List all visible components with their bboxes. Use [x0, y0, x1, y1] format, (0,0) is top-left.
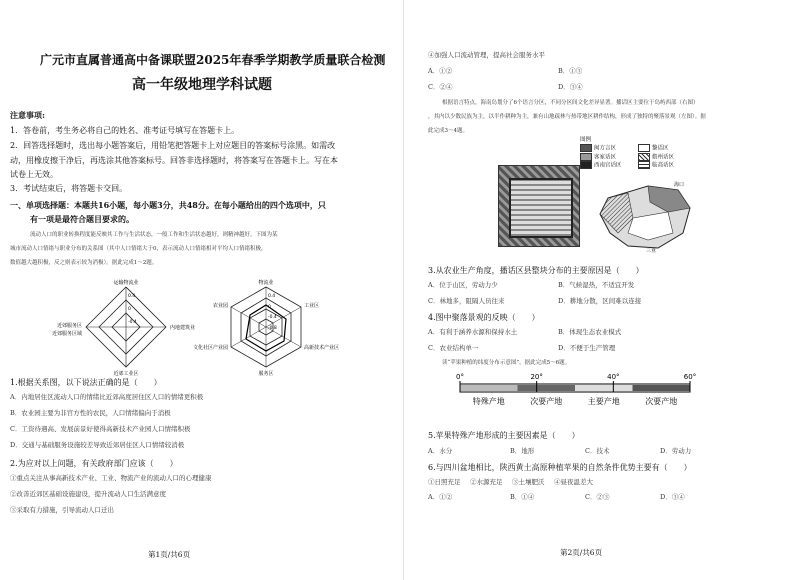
- question-fact: ③土壤肥沃: [512, 478, 545, 486]
- lat-zone-label: 主要产地: [587, 397, 620, 406]
- question-stem: 6.与四川盆地相比，陕西黄土高原种植苹果的自然条件优势主要有（ ）: [428, 463, 692, 472]
- question-option: D．③④: [660, 493, 685, 501]
- legend-title: 图例: [580, 137, 592, 143]
- question-option: B．农业园主要为非官方性的农民，人口情绪偏向于消极: [10, 409, 171, 417]
- lat-tick-label: 20°: [530, 373, 543, 381]
- lat-zone-band: [460, 385, 518, 391]
- question-option: C．林地多，阻隔人员往来: [428, 297, 505, 305]
- radar-left-label: 近郊服务区域: [51, 331, 82, 337]
- question-option: A．①②: [428, 493, 453, 501]
- question-option: D．③④: [558, 83, 583, 91]
- exam-subtitle: 高一年级地理学科试题: [132, 77, 272, 93]
- passage-line: ，其内以少数民族为主，以半作耕种为主，兼有山地疏林与热带地区耕作结构，形成了独特的聚落景观（左图）。据: [428, 114, 706, 120]
- radar-right-tick: 0: [268, 305, 271, 310]
- question-option: B．①③: [558, 67, 583, 75]
- chart-intro: 读“苹果种植的纬度分布示意图”，据此完成5～6题。: [442, 360, 571, 366]
- legend-item: 西南官话区: [580, 161, 638, 170]
- passage-line: 数值越大越积极，反之则表示较为消极）。据此完成1～2题。: [10, 260, 158, 266]
- question-option: C．技术: [585, 447, 610, 455]
- notice-line: 2．回答选择题时，选出每小题答案后，用铅笔把答题卡上对应题目的答案标号涂黑。如需改: [10, 141, 336, 150]
- legend-swatch: [638, 153, 650, 161]
- question-stem: 5.苹果特殊产地形成的主要因素是（ ）: [428, 431, 580, 440]
- radar-left-label: 近郊服务区: [56, 323, 82, 329]
- question-option: D．不便于生产管理: [558, 344, 616, 352]
- map-label-south: 三亚: [646, 248, 657, 253]
- question-option: A．有利于涵养水源和保持水土: [428, 328, 518, 336]
- passage-line: 城市流动人口情绪与职业分布的关系图（其中人口情绪大于0，表示流动人口情绪相对平均人口情绪积极，: [10, 246, 267, 252]
- radar-left-label: 运输物流业: [113, 280, 139, 286]
- photo-inner-field: [509, 178, 573, 238]
- question-option: B．体现生态农业模式: [558, 328, 622, 336]
- question-stem: 2.为应对以上问题，有关政府部门应该（ ）: [10, 459, 178, 468]
- exam-title: 广元市直属普通高中备课联盟2025年春季学期教学质量联合检测: [40, 53, 386, 67]
- page-divider: [403, 0, 404, 580]
- lat-zone-band: [518, 385, 576, 391]
- question-option: A．①②: [428, 67, 453, 75]
- legend-item: 客家话区: [580, 153, 638, 162]
- legend-swatch: [638, 161, 650, 169]
- radar-left: [52, 279, 195, 377]
- question-option: D．耕地分散，区间难以连接: [558, 297, 642, 305]
- notice-line: 试卷上无效。: [10, 170, 58, 179]
- question-fact: ②水源充足: [470, 478, 503, 486]
- page-footer: 第2页/共6页: [560, 548, 603, 557]
- lat-tick-label: 60°: [683, 373, 697, 381]
- map-legend: [580, 136, 696, 182]
- radar-right-tick: -0.8: [268, 326, 277, 331]
- question-stem: 1.根据关系图，以下说法正确的是（ ）: [10, 378, 162, 387]
- question-option: A．水分: [428, 447, 453, 455]
- question-option: ①重点关注从事高新技术产业、工业、物流产业的流动人口的心理健康: [10, 474, 212, 482]
- notice-line: 动，用橡皮擦干净后，再选涂其他答案标号。回答非选择题时，将答案写在答题卡上。写在本: [10, 156, 338, 165]
- question-option: ②改善近郊区基础设施建设，提升流动人口生活满意度: [10, 490, 166, 498]
- notice-heading: 注意事项:: [10, 110, 45, 120]
- legend-item: 闽方言区: [580, 144, 638, 153]
- radar-right-tick: -0.4: [268, 315, 277, 320]
- radar-left-label: 内地建筑业: [170, 325, 196, 331]
- legend-swatch: [638, 144, 650, 152]
- latitude-zone-chart: [450, 370, 710, 416]
- question-option: C．工资待遇高、发展前景好使得高新技术产业园人口情绪积极: [10, 425, 191, 433]
- notice-line: 1．答卷前，考生务必将自己的姓名、准考证号填写在答题卡上。: [10, 126, 240, 135]
- radar-right-label: 工业区: [304, 303, 320, 309]
- question-option: A．内地居住区流动人口的情绪比近郊高度居住区人口的情绪更积极: [10, 393, 204, 401]
- lat-zone-label: 次要产地: [530, 397, 563, 406]
- radar-right: [193, 279, 339, 377]
- question-fact: ④昼夜温差大: [554, 478, 593, 486]
- radar-right-label: 物流业: [258, 280, 274, 286]
- section-heading: 一、单项选择题：本题共16小题，每小题3分，共48分。在每小题给出的四个选项中，只: [10, 200, 326, 210]
- lat-zone-label: 次要产地: [645, 397, 678, 406]
- passage-line: 根据语言特点，海南岛划分了6个语言分区，不同分区间文化差异显著。播话区主要位于岛屿西部（右图）: [442, 100, 699, 106]
- radar-figure: [28, 275, 368, 385]
- question-option: ④加强人口流动管理，提高社会服务水平: [428, 51, 545, 59]
- question-stem: 4.图中聚落景观的反映（ ）: [428, 313, 540, 322]
- section-heading: 有一项是最符合题目要求的。: [30, 214, 134, 224]
- question-stem: 3.从农业生产角度，播话区县整块分布的主要原因是（ ）: [428, 266, 644, 275]
- radar-right-label: 高新技术产业区: [304, 345, 340, 351]
- legend-swatch: [580, 153, 592, 161]
- radar-left-label: 近郊工业区: [113, 371, 139, 377]
- lat-zone-label: 特殊产地: [472, 397, 505, 406]
- question-option: B．地形: [510, 447, 535, 455]
- question-option: D．交通与基础服务设施较差导致近郊居住区人口情绪较消极: [10, 441, 185, 449]
- radar-right-label: 农业园: [212, 303, 228, 309]
- question-option: B．气候湿热，不适宜开发: [558, 281, 635, 289]
- question-option: D．劳动力: [660, 447, 692, 455]
- question-fact: ①日照充足: [428, 478, 461, 486]
- radar-right-tick: 0.4: [268, 294, 276, 299]
- radar-left-tick: 0: [128, 307, 131, 312]
- question-option: B．①④: [510, 493, 535, 501]
- question-option: A．位于山区，劳动力少: [428, 281, 498, 289]
- legend-swatch: [580, 144, 592, 152]
- legend-item: 儋州话区: [638, 153, 696, 162]
- lat-zone-band: [633, 385, 691, 391]
- legend-item: 临高话区: [638, 161, 696, 170]
- radar-right-label: 服务区: [258, 371, 274, 377]
- question-option: C．②③: [585, 493, 610, 501]
- legend-item: 黎语区: [638, 144, 696, 153]
- lat-tick-label: 0°: [456, 373, 464, 381]
- radar-left-tick: -0.4: [128, 320, 137, 325]
- lat-tick-label: 40°: [607, 373, 620, 381]
- radar-left-tick: 0.4: [128, 294, 136, 299]
- lat-zone-band: [575, 385, 633, 391]
- exam-page-2: [410, 0, 800, 580]
- legend-swatch: [580, 161, 592, 169]
- notice-line: 3．考试结束后，将答题卡交回。: [10, 184, 128, 193]
- page-footer: 第1页/共6页: [148, 550, 191, 559]
- question-option: C．②④: [428, 83, 453, 91]
- hainan-dialect-map: [588, 178, 698, 253]
- radar-right-label: 文化社区产业园: [192, 345, 228, 351]
- map-label-haikou: 海口: [674, 182, 685, 188]
- settlement-landscape-photo: [498, 165, 580, 247]
- question-option: ③采取有力措施，引导流动人口迁出: [10, 506, 114, 514]
- passage-line: 流动人口的职业转换程度能反映其工作与生活状态，一般工作和生活状态越好，则精神越好。下图为某: [30, 232, 278, 238]
- question-option: C．农业结构单一: [428, 344, 479, 352]
- passage-line: 此完成3～4题。: [428, 128, 468, 134]
